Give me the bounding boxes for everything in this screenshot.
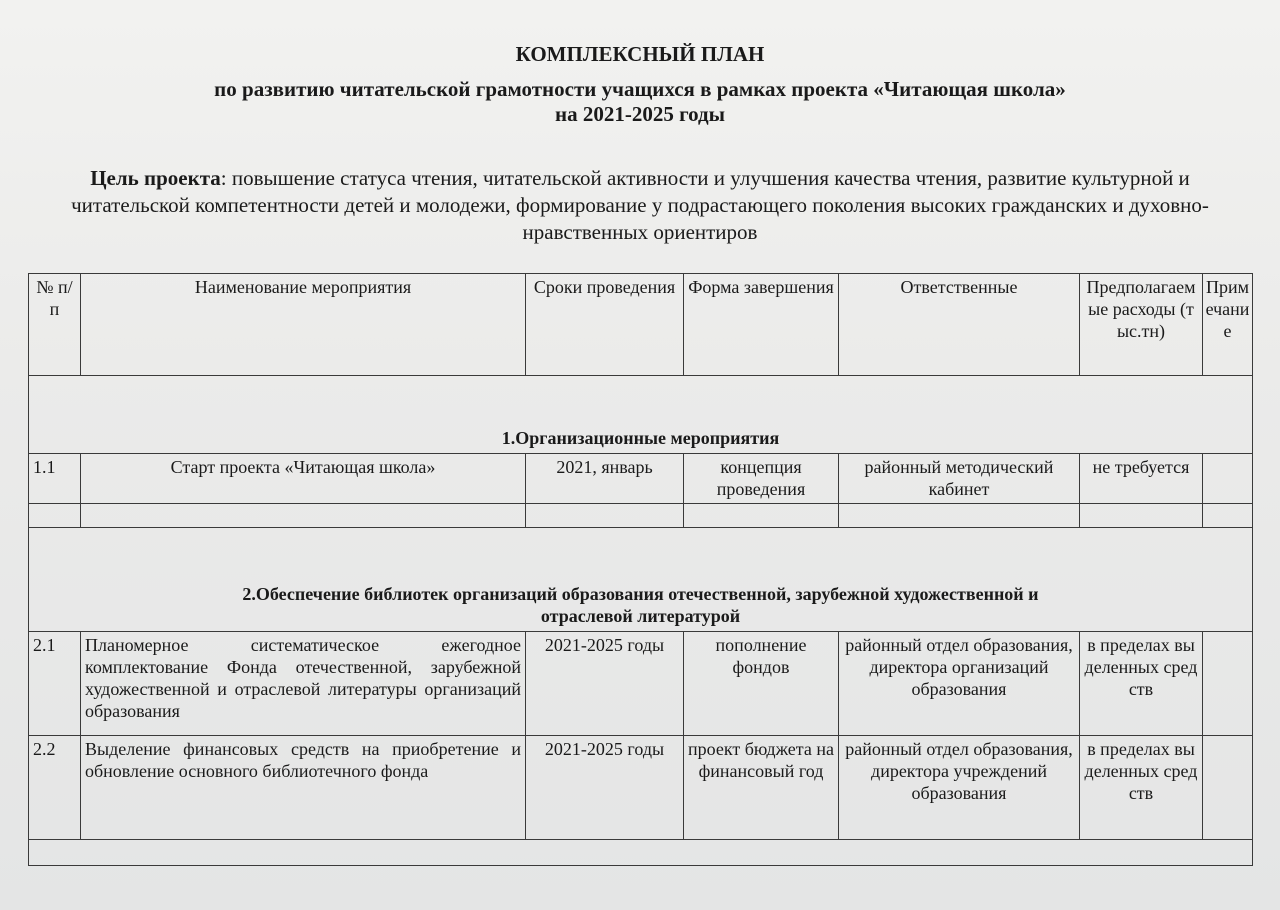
empty-cell [839,504,1080,528]
empty-row [29,504,1253,528]
table-row [29,632,1253,736]
header-name: Наименование мероприятия [81,274,526,376]
empty-cell [1203,504,1253,528]
row-2-2-costs: в пределах выделенных средств [1080,736,1203,840]
goal-label: Цель проекта [90,166,221,190]
document-period: на 2021-2025 годы [554,102,726,126]
row-1-1-note [1203,454,1253,504]
table-row [29,454,1253,504]
row-1-1-costs: не требуется [1080,454,1203,504]
section-row [29,376,1253,454]
row-2-2-note [1203,736,1253,840]
goal-text: : повышение статуса чтения, читательской активности и улучшения качества чтения, развитие культурной и читательской компетентности детей и молодежи, формирование у подрастающего поколения высоких гражданских и духовно-нравственных ориентиров [71,166,1209,244]
table-row [29,736,1253,840]
empty-cell [29,504,81,528]
row-2-1-form: пополнение фондов [684,632,839,736]
header-costs: Предполагаемые расходы (тыс.тн) [1080,274,1203,376]
row-2-2-form: проект бюджета на финансовый год [684,736,839,840]
document-title: КОМПЛЕКСНЫЙ ПЛАН [515,42,765,66]
row-1-1-responsible: районный методический кабинет [839,454,1080,504]
table-header-row [29,274,1253,376]
row-2-2-num: 2.2 [29,736,81,840]
project-goal [60,165,1220,246]
row-1-1-dates: 2021, январь [526,454,684,504]
row-2-1-name: Планомерное систематическое ежегодное комплектование Фонда отечественной, зарубежной художественной и отраслевой литературы организаций образования [81,632,526,736]
header-responsible: Ответственные [839,274,1080,376]
section-1-title: 1.Организационные мероприятия [29,376,1253,454]
empty-cell [526,504,684,528]
row-2-1-costs: в пределах выделенных средств [1080,632,1203,736]
row-1-1-num: 1.1 [29,454,81,504]
row-2-1-num: 2.1 [29,632,81,736]
header-dates: Сроки проведения [526,274,684,376]
row-2-2-name: Выделение финансовых средств на приобретение и обновление основного библиотечного фонда [81,736,526,840]
section-2-text: 2.Обеспечение библиотек организаций образования отечественной, зарубежной художественной и отраслевой литературой [242,584,1039,626]
plan-table [28,273,1253,866]
empty-row [29,840,1253,866]
row-2-1-dates: 2021-2025 годы [526,632,684,736]
empty-cell [684,504,839,528]
section-2-title [29,528,1253,632]
row-2-1-note [1203,632,1253,736]
empty-cell [81,504,526,528]
header-note: Примечание [1203,274,1253,376]
row-1-1-form: концепция проведения [684,454,839,504]
row-2-2-responsible: районный отдел образования, директора учреждений образования [839,736,1080,840]
empty-cell [1080,504,1203,528]
document-subtitle: по развитию читательской грамотности учащихся в рамках проекта «Читающая школа» [214,77,1066,101]
row-1-1-name: Старт проекта «Читающая школа» [81,454,526,504]
empty-cell [29,840,1253,866]
header-form: Форма завершения [684,274,839,376]
row-2-2-dates: 2021-2025 годы [526,736,684,840]
row-2-1-responsible: районный отдел образования, директора организаций образования [839,632,1080,736]
header-num: № п/п [29,274,81,376]
section-row [29,528,1253,632]
